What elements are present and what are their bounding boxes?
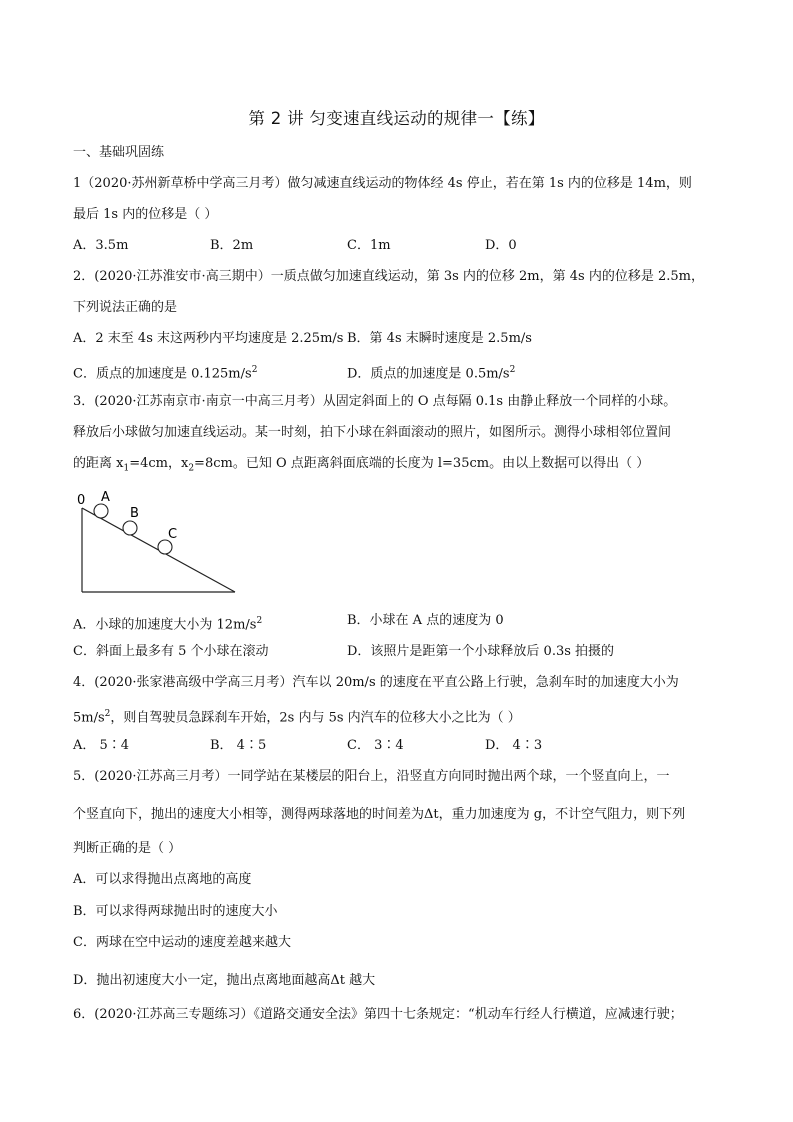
label-o: 0 xyxy=(77,493,86,508)
q4-option-b: B． 4∶5 xyxy=(210,738,267,753)
q2-option-d-sup: 2 xyxy=(509,365,516,375)
q2-option-c-text: C．质点的加速度是 0.125m/s xyxy=(73,366,252,382)
q2-option-d xyxy=(347,361,515,383)
q2-option-a: A．2 末至 4s 末这两秒内平均速度是 2.25m/s xyxy=(73,331,344,346)
q4-line2-part2: ，则自驾驶员急踩刹车开始，2s 内与 5s 内汽车的位移大小之比为（ ） xyxy=(110,710,521,726)
q3-sub-1: 1 xyxy=(123,463,130,474)
q2-option-b: B．第 4s 末瞬时速度是 2.5m/s xyxy=(347,331,532,346)
section-heading: 一、基础巩固练 xyxy=(73,145,165,160)
q5-option-a: A．可以求得抛出点离地的高度 xyxy=(73,872,252,887)
q3-line3-part1: 的距离 x xyxy=(73,456,124,471)
q1-option-c: C．1m xyxy=(347,238,391,253)
q4-stem-line2 xyxy=(73,705,521,727)
incline-figure xyxy=(73,488,243,598)
q1-option-a: A．3.5m xyxy=(73,238,129,253)
q1-option-b: B．2m xyxy=(210,238,254,253)
q3-option-c: C．斜面上最多有 5 个小球在滚动 xyxy=(73,644,269,659)
q5-stem-line2: 个竖直向下，抛出的速度大小相等，测得两球落地的时间差为Δt，重力加速度为 g，不计空气阻力，则下列 xyxy=(73,807,686,822)
q2-stem-line1: 2．(2020·江苏淮安市·高三期中）一质点做匀加速直线运动，第 3s 内的位移 2m，第 4s 内的位移是 2.5m， xyxy=(73,269,704,284)
label-a: A xyxy=(101,490,110,505)
q5-option-b: B．可以求得两球抛出时的速度大小 xyxy=(73,904,278,919)
q3-stem-line1: 3．(2020·江苏南京市·南京一中高三月考）从固定斜面上的 O 点每隔 0.1s 由静止释放一个同样的小球。 xyxy=(73,394,677,409)
q1-stem-line1: 1（2020·苏州新草桥中学高三月考）做匀减速直线运动的物体经 4s 停止，若在第 1s 内的位移是 14m，则 xyxy=(73,176,692,191)
label-c: C xyxy=(168,527,178,542)
q4-option-c: C． 3∶4 xyxy=(347,738,404,753)
q3-stem-line2: 释放后小球做匀加速直线运动。某一时刻，拍下小球在斜面滚动的照片，如图所示。测得小球相邻位置间 xyxy=(73,425,672,440)
label-b: B xyxy=(130,506,139,521)
ball-c xyxy=(158,540,172,554)
ball-b xyxy=(123,521,137,535)
q5-option-d: D．抛出初速度大小一定，抛出点离地面越高Δt 越大 xyxy=(73,973,376,988)
q3-option-b: B．小球在 A 点的速度为 0 xyxy=(347,613,504,628)
q5-stem-line3: 判断正确的是（ ） xyxy=(73,841,182,856)
q3-option-a-sup: 2 xyxy=(256,616,263,626)
q4-option-a: A． 5∶4 xyxy=(73,738,130,753)
ball-a xyxy=(94,504,108,518)
q5-option-c: C．两球在空中运动的速度差越来越大 xyxy=(73,935,291,950)
q3-option-a-text: A．小球的加速度大小为 12m/s xyxy=(73,617,257,633)
q1-stem-line2: 最后 1s 内的位移是（ ） xyxy=(73,207,218,222)
q1-option-d: D．0 xyxy=(485,238,517,253)
q4-line2-sup: 2 xyxy=(104,709,111,719)
page-title: 第 2 讲 匀变速直线运动的规律一【练】 xyxy=(248,109,545,128)
q2-option-c xyxy=(73,361,257,383)
q2-option-c-sup: 2 xyxy=(251,365,258,375)
q3-line3-part3: =8cm。已知 O 点距离斜面底端的长度为 l=35cm。由以上数据可以得出（ ） xyxy=(194,456,650,471)
q4-line2-part1: 5m/s xyxy=(73,710,105,726)
q4-option-d: D． 4∶3 xyxy=(485,738,543,753)
q3-line3-part2: =4cm，x xyxy=(129,456,189,471)
q3-sub-2: 2 xyxy=(188,463,195,474)
q2-option-d-text: D．质点的加速度是 0.5m/s xyxy=(347,366,510,382)
q3-option-d: D．该照片是距第一个小球释放后 0.3s 拍摄的 xyxy=(347,644,615,659)
q5-stem-line1: 5．(2020·江苏高三月考）一同学站在某楼层的阳台上，沿竖直方向同时抛出两个球，一个竖直向上，一 xyxy=(73,769,670,784)
q2-stem-line2: 下列说法正确的是 xyxy=(73,300,178,315)
q4-stem-line1: 4．(2020·张家港高级中学高三月考）汽车以 20m/s 的速度在平直公路上行驶，急刹车时的加速度大小为 xyxy=(73,675,679,690)
q6-stem-line1: 6．(2020·江苏高三专题练习）《道路交通安全法》第四十七条规定：“机动车行经人行横道，应减速行驶； xyxy=(73,1007,683,1022)
q3-stem-line3 xyxy=(73,455,649,478)
q3-option-a xyxy=(73,612,262,634)
